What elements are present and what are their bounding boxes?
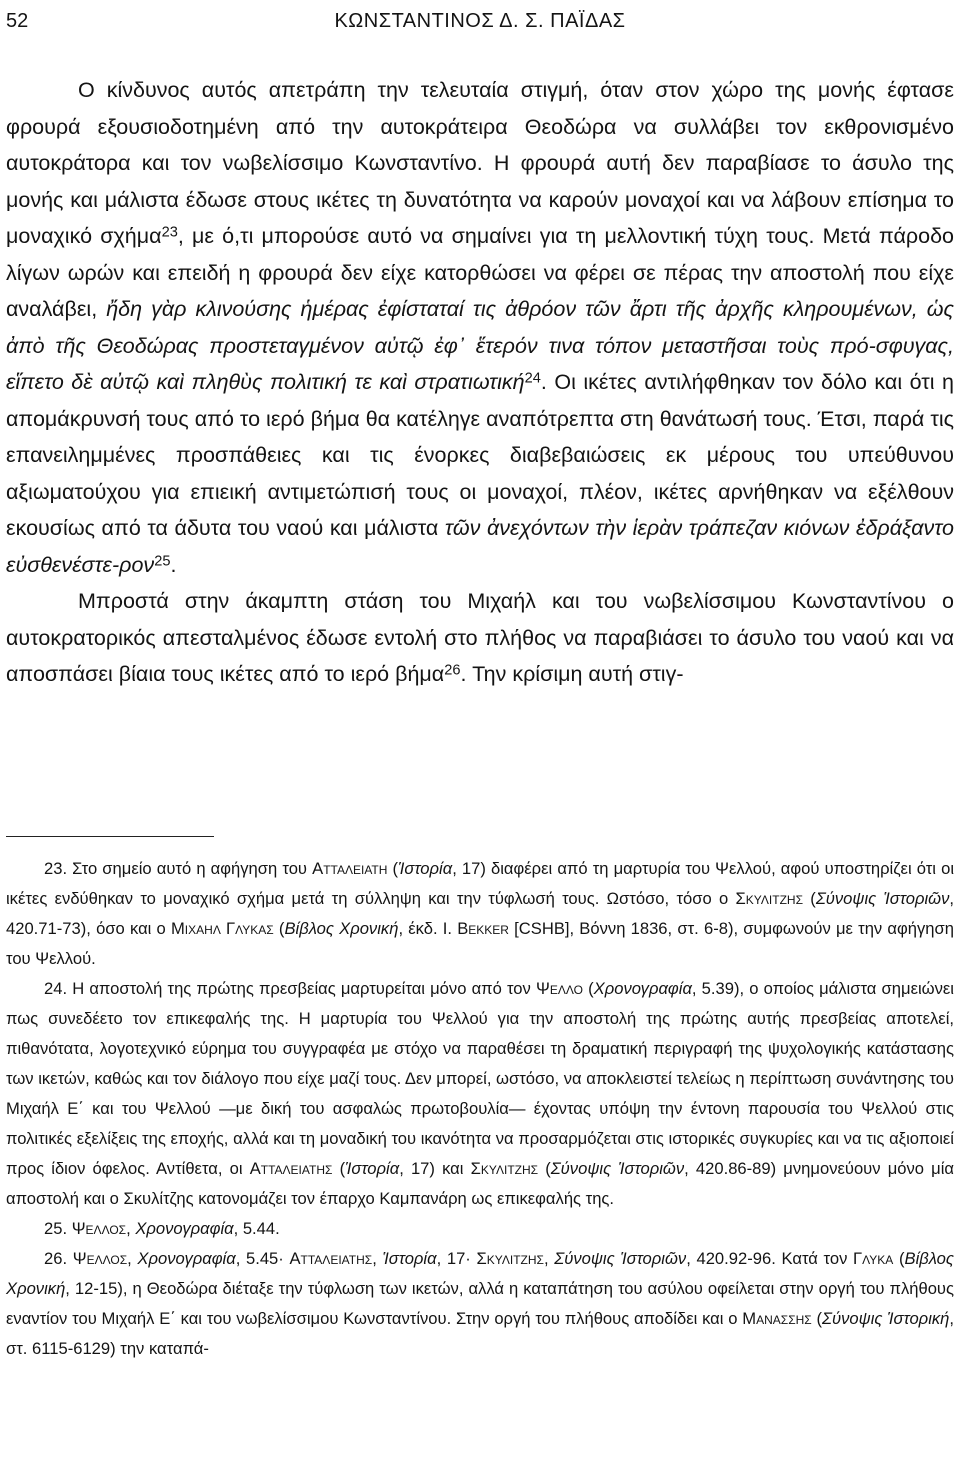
- text-run: (: [538, 1159, 551, 1178]
- text-run: , 420.92-96. Κατά τον: [686, 1249, 854, 1268]
- author-name: Μανασσης: [742, 1309, 812, 1328]
- text-run: . Την κρίσιμη αυτή στιγ-: [460, 662, 684, 686]
- author-name: Σκυλιτζης: [476, 1249, 544, 1268]
- paragraph-1: [6, 72, 954, 583]
- main-text: [6, 72, 954, 693]
- footnote-ref-23[interactable]: 23: [161, 224, 178, 241]
- page-header: [0, 6, 960, 36]
- work-title: Χρονογραφία: [135, 1219, 234, 1238]
- text-run: .: [170, 552, 177, 577]
- work-title: Ἱστορία: [382, 1249, 437, 1268]
- work-title: Χρονογραφία: [137, 1249, 236, 1268]
- work-title: Σύνοψις Ἱστορική: [822, 1309, 950, 1328]
- running-title: ΚΩΝΣΤΑΝΤΙΝΟΣ Δ. Σ. ΠΑΪΔΑΣ: [334, 10, 626, 32]
- greek-quotation: τῶν ἀνεχόντων τὴν ἱερὰν τράπεζαν κιόνων ἐδράξαντο εὐσθενέστε-ρον: [6, 516, 954, 577]
- author-name: Ψελλο: [535, 979, 583, 998]
- text-run: Ο κίνδυνος αυτός απετράπη την τελευταία στιγμή, όταν στον χώρο της μονής έφτασε φρουρά εξουσιοδοτημένη από την αυτοκράτειρα Θεοδώρα να συλλάβει τον εκθρονισμένο αυτοκράτορα και τον νωβελίσσιμο Κωνσταντίνο. Η φρουρά αυτή δεν παραβίασε το άσυλο της μονής και μάλιστα έδωσε στους ικέτες τη δυνατότητα να καρούν μοναχοί και να λάβουν επίσημα το μοναχικό σχήμα: [6, 78, 954, 248]
- text-run: ,: [543, 1249, 555, 1268]
- author-name: Σκυλιτζης: [735, 889, 803, 908]
- text-run: , 420.71-73), όσο και ο: [6, 889, 955, 938]
- text-run: 25.: [44, 1219, 72, 1238]
- text-run: . Οι ικέτες αντιλήφθηκαν τον δόλο και ότι η απομάκρυνσή τους από το ιερό βήμα θα κατέληγε αναπότρεπτα στη θανάτωσή τους. Έτσι, παρά τις επανειλημμένες προσπάθειες και τις ένορκες διαβεβαιώσεις εκ μέρους του υπεύθυνου αξιωματούχου για επιεική αντιμετώπισή τους οι μοναχοί, πλέον, ικέτες αρνήθηκαν να εξέλθουν εκουσίως από τα άδυτα του ναού και μάλιστα: [6, 370, 955, 540]
- text-run: (: [273, 919, 285, 938]
- footnote-ref-24[interactable]: 24: [524, 370, 541, 387]
- text-run: ,: [127, 1249, 138, 1268]
- footnote-ref-25[interactable]: 25: [154, 552, 171, 569]
- text-run: (: [802, 889, 816, 908]
- text-run: , 5.39), ο οποίος μάλιστα σημειώνει πως συνεδέετο τον επικεφαλής της. Η μαρτυρία του Ψελλού για την αποστολή της πρώτης αυτής πρεσβείας αποτελεί, πιθανότατα, λογοτεχνικό εύρημα του συγγραφέα με στόχο να παραθέσει τη δραματική περιγραφή της ψυχολογικής κατάστασης των ικετών, καθώς και τον διάλογο που είχε μαζί τους. Δεν μπορεί, ωστόσο, να αποκλειστεί τελείως η περίπτωση συνάντησης του Μιχαήλ Ε΄ και του Ψελλού —με δική του ασφαλώς πρωτοβουλία— έχοντας υπόψη την έντονη παρουσία του Ψελλού στις πολιτικές εξελίξεις της εποχής, αλλά και τη μοναδική του ικανότητα να προσαρμόζεται στις ιστορικές συγκυρίες και να τις αξιοποιεί προς ίδιον όφελος. Αντίθετα, οι: [6, 979, 954, 1178]
- text-run: (: [811, 1309, 823, 1328]
- text-run: (: [332, 1159, 346, 1178]
- author-name: Σκυλιτζης: [470, 1159, 539, 1178]
- text-run: (: [582, 979, 594, 998]
- work-title: Βίβλος Χρονική: [284, 919, 399, 938]
- text-run: 24. Η αποστολή της πρώτης πρεσβείας μαρτυρείται μόνο από τον: [44, 979, 536, 998]
- footnotes: [6, 854, 954, 1364]
- footnote-separator: [6, 836, 214, 837]
- work-title: Ἱστορία: [345, 1159, 400, 1178]
- text-run: , με ό,τι μπορούσε αυτό να σημαίνει για τη μελλοντική τύχη τους. Μετά πάροδο λίγων ωρών και επειδή η φρουρά δεν είχε κατορθώσει να φέρει σε πέρας την αποστολή που είχε αναλάβει,: [6, 224, 954, 321]
- text-run: ,: [372, 1249, 383, 1268]
- author-name: Ψελλος: [72, 1249, 128, 1268]
- text-run: 26.: [44, 1249, 73, 1268]
- text-run: 23. Στο σημείο αυτό η αφήγηση του: [44, 859, 313, 878]
- paragraph-2: [6, 583, 954, 693]
- work-title: Σύνοψις Ἱστοριῶν: [554, 1249, 687, 1268]
- footnote-25: [6, 1214, 954, 1244]
- text-run: Μπροστά στην άκαμπτη στάση του Μιχαήλ και του νωβελίσσιμου Κωνσταντίνου ο αυτοκρατορικός απεσταλμένος έδωσε εντολή στο πλήθος να παραβιάσει το άσυλο του ναού και να αποσπάσει βίαια τους ικέτες από το ιερό βήμα: [6, 589, 954, 686]
- work-title: Σύνοψις Ἱστοριῶν: [550, 1159, 685, 1178]
- text-run: , 17·: [436, 1249, 477, 1268]
- footnote-26: [6, 1244, 954, 1364]
- text-run: , έκδ. Ι.: [398, 919, 458, 938]
- footnote-24: [6, 974, 954, 1214]
- text-run: , 17) διαφέρει από τη μαρτυρία του Ψελλού, αφού υποστηρίζει ότι οι ικέτες ενδύθηκαν το μοναχικό σχήμα μετά τη σύλληψη και την τύφλωσή τους. Ωστόσο, τόσο ο: [6, 859, 955, 908]
- work-title: Σύνοψις Ἱστοριῶν: [815, 889, 950, 908]
- author-name: Ατταλειατη: [312, 859, 388, 878]
- text-run: [CSHB], Βόννη 1836, στ. 6-8), συμφωνούν με την αφήγηση του Ψελλού.: [6, 919, 954, 968]
- work-title: Χρονογραφία: [593, 979, 692, 998]
- text-run: , 17) και: [399, 1159, 471, 1178]
- text-run: (: [387, 859, 399, 878]
- author-name: Ατταλειατης: [289, 1249, 373, 1268]
- text-run: , στ. 6115-6129) την καταπά-: [6, 1309, 955, 1358]
- text-run: ,: [126, 1219, 136, 1238]
- footnote-23: [6, 854, 954, 974]
- text-run: , 12-15), η Θεοδώρα διέταξε την τύφλωση των ικετών, αλλά η καταπάτηση του ασύλου οφείλεται στην οργή του πλήθους εναντίον του Μιχαήλ Ε΄ και του νωβελίσσιμου Κωνσταντίνου. Στην οργή του πλήθους αποδίδει και ο: [6, 1279, 954, 1328]
- page-number: 52: [6, 10, 29, 32]
- text-run: , 5.45·: [235, 1249, 290, 1268]
- text-run: , 5.44.: [233, 1219, 280, 1238]
- author-name: Μιχαηλ Γλυκας: [170, 919, 274, 938]
- author-name: Bekker: [457, 919, 509, 938]
- text-run: , 420.86-89) μνημονεύουν μόνο μία αποστολή και ο Σκυλίτζης κατονομάζει τον έπαρχο Καμπανάρη ως επικεφαλής της.: [6, 1159, 954, 1208]
- greek-quotation: ἤδη γὰρ κλινούσης ἡμέρας ἐφίσταταί τις ἀθρόον τῶν ἄρτι τῆς ἀρχῆς κληρουμένων, ὡς ἀπὸ τῆς Θεοδώρας προστεταγμένον αὐτῷ ἐφ᾽ ἕτερόν τινα τόπον μεταστῆσαι τοὺς πρό-σφυγας, εἵπετο δὲ αὐτῷ καὶ πληθὺς πολιτική τε καὶ στρατιωτική: [6, 297, 955, 394]
- author-name: Ψελλος: [71, 1219, 127, 1238]
- text-run: (: [893, 1249, 905, 1268]
- author-name: Γλυκα: [853, 1249, 894, 1268]
- footnote-ref-26[interactable]: 26: [444, 662, 461, 679]
- author-name: Ατταλειατης: [249, 1159, 333, 1178]
- work-title: Βίβλος Χρονική: [6, 1249, 954, 1298]
- work-title: Ἱστορία: [398, 859, 453, 878]
